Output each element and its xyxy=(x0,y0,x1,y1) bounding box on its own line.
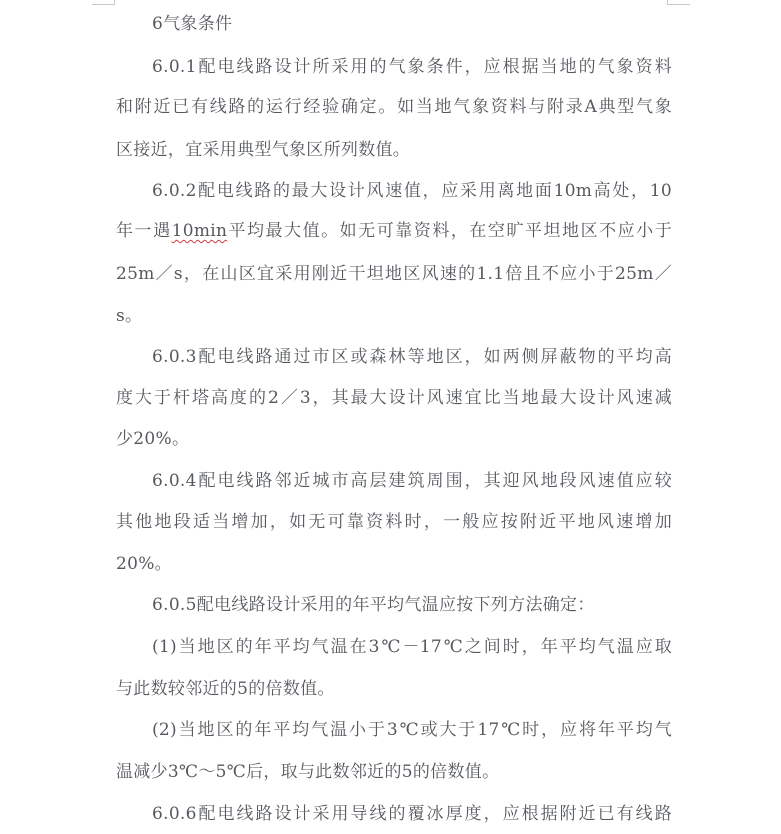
clause-6-0-4-line-2: 其他地段适当增加，如无可靠资料时，一般应按附近平地风速增加 xyxy=(116,512,672,532)
clause-6-0-2-line-1: 6.0.2配电线路的最大设计风速值，应采用离地面10m高处，10 xyxy=(152,181,672,201)
clause-6-0-2-line-3: 25m／s，在山区宜采用刚近干坦地区风速的1.1倍且不应小于25m／ xyxy=(116,264,672,284)
clause-6-0-1-line-2: 和附近已有线路的运行经验确定。如当地气象资料与附录A典型气象 xyxy=(116,97,672,117)
clause-6-0-5-item-2-line-1: (2)当地区的年平均气温小于3℃或大于17℃时，应将年平均气 xyxy=(152,720,672,740)
page-corner-mark-right xyxy=(667,0,690,5)
clause-6-0-2-line-4: s。 xyxy=(116,306,143,326)
clause-6-0-1-line-1: 6.0.1配电线路设计所采用的气象条件，应根据当地的气象资料 xyxy=(152,57,672,77)
spellcheck-flagged-word[interactable]: 10min xyxy=(171,221,228,241)
clause-6-0-2-text-c: 平均最大值。如无可靠资料，在空旷平坦地区不应小于 xyxy=(227,221,673,241)
clause-6-0-5-item-1-line-2: 与此数较邻近的5的倍数值。 xyxy=(116,679,335,699)
clause-6-0-3-line-3: 少20%。 xyxy=(116,429,190,449)
clause-6-0-2-text-a: 年一遇 xyxy=(116,221,172,241)
clause-6-0-5-line-1: 6.0.5配电线路设计采用的年平均气温应按下列方法确定： xyxy=(152,595,595,615)
clause-6-0-6-line-1: 6.0.6配电线路设计采用导线的覆冰厚度，应根据附近已有线路 xyxy=(152,804,672,824)
page-corner-mark-left xyxy=(92,0,115,5)
clause-6-0-1-line-3: 区接近，宜采用典型气象区所列数值。 xyxy=(116,140,411,160)
clause-6-0-4-line-3: 20%。 xyxy=(116,554,172,574)
clause-6-0-2-line-2 xyxy=(116,216,672,246)
clause-6-0-4-line-1: 6.0.4配电线路邻近城市高层建筑周围，其迎风地段风速值应较 xyxy=(152,471,672,491)
clause-6-0-3-line-2: 度大于杆塔高度的2／3，其最大设计风速宜比当地最大设计风速减 xyxy=(116,388,672,408)
clause-6-0-3-line-1: 6.0.3配电线路通过市区或森林等地区，如两侧屏蔽物的平均高 xyxy=(152,347,672,367)
section-heading: 6气象条件 xyxy=(152,14,233,34)
clause-6-0-5-item-1-line-1: (1)当地区的年平均气温在3℃－17℃之间时，年平均气温应取 xyxy=(152,637,672,657)
clause-6-0-5-item-2-line-2: 温减少3℃～5℃后，取与此数邻近的5的倍数值。 xyxy=(116,762,500,782)
